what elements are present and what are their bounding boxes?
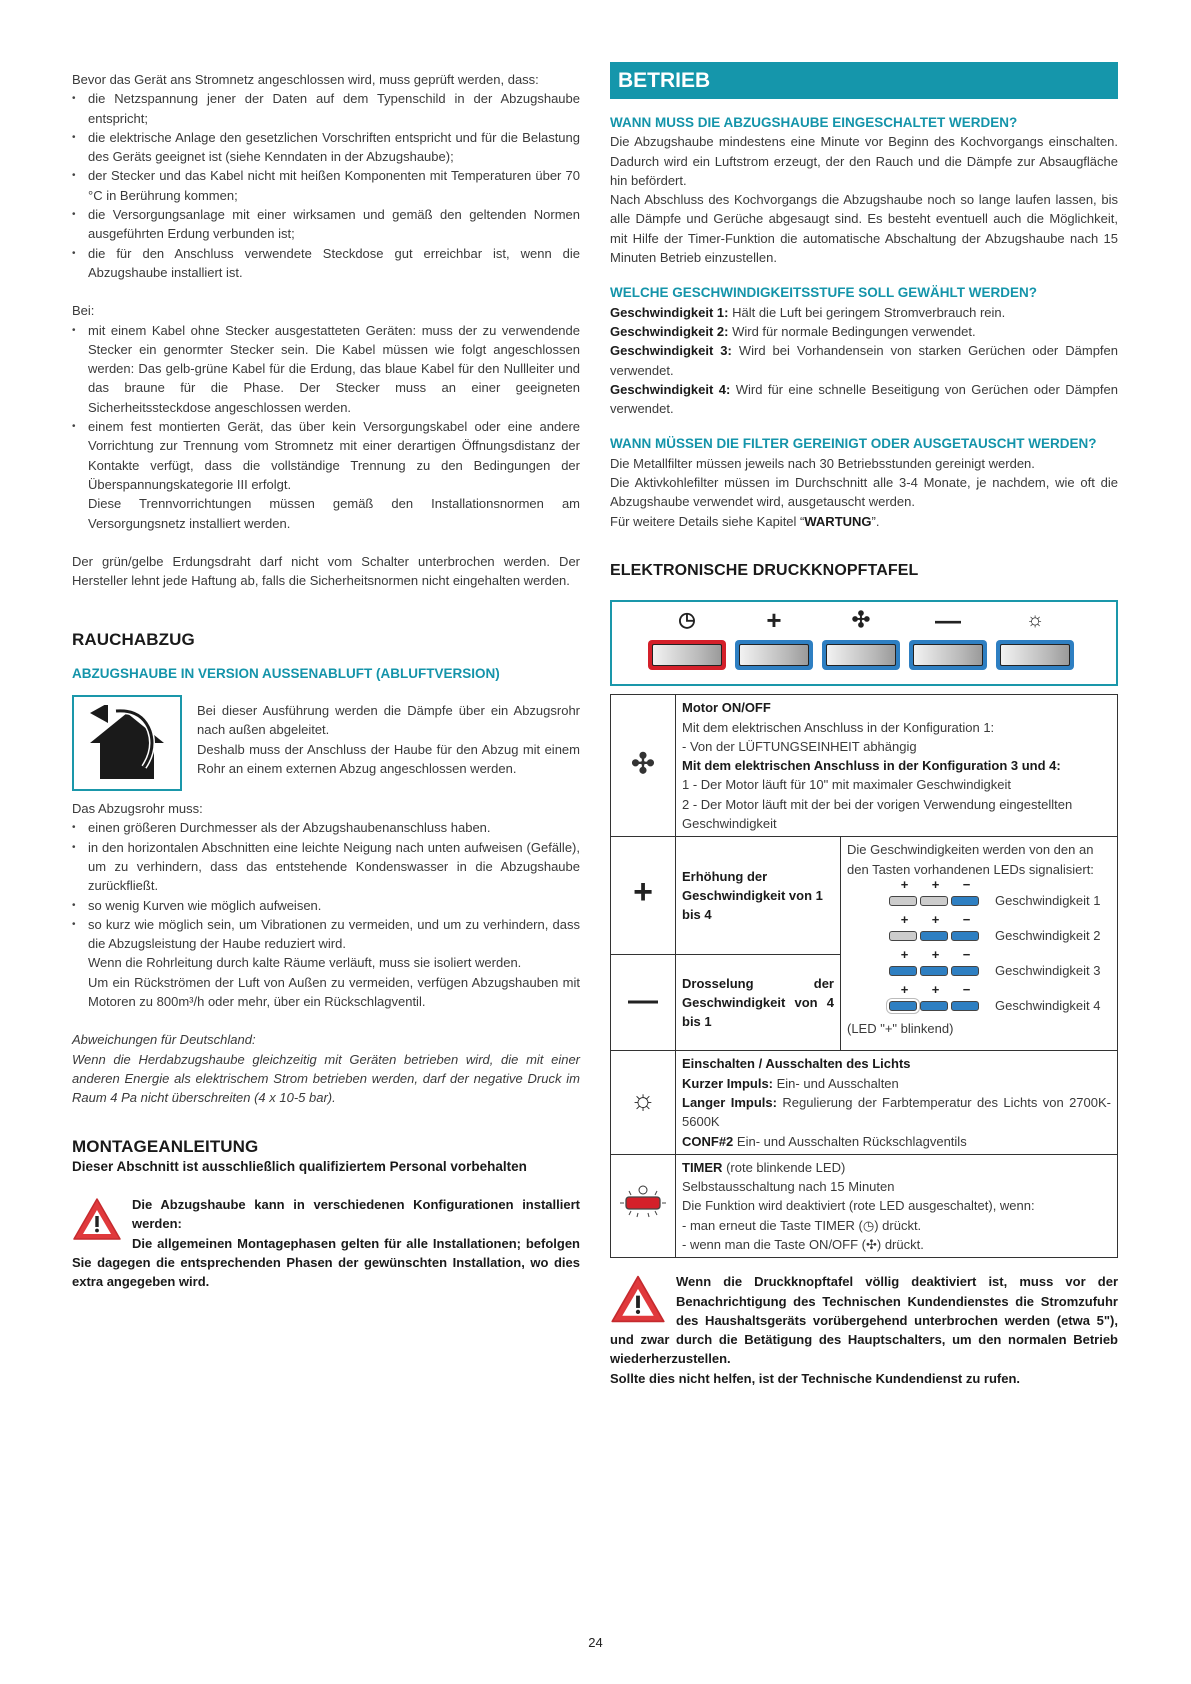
led-off <box>889 896 917 906</box>
plus-sign: + <box>900 911 909 927</box>
page-number: 24 <box>588 1635 603 1650</box>
heading-speed: WELCHE GESCHWINDIGKEITSSTUFE SOLL GEWÄHLT WERDEN? <box>610 285 1037 301</box>
bei-list <box>72 321 580 533</box>
section-title-betrieb: BETRIEB <box>610 62 1118 99</box>
plus-description: Erhöhung der Geschwindigkeit von 1 bis 4 <box>676 837 841 955</box>
led-off <box>889 931 917 941</box>
plus-icon <box>611 837 676 955</box>
led-on <box>920 966 948 976</box>
minus-icon: — <box>935 605 961 636</box>
list-item-text: so kurz wie möglich sein, um Vibrationen zu vermeiden, und um zu verhindern, dass die Abzugsleistung der Haube reduziert wird. <box>88 916 580 952</box>
montage-warning-2: Die allgemeinen Montagephasen gelten für alle Installationen; befolgen Sie dagegen die entsprechenden Phasen der gewünschten Installation, wo dies extra angegeben wird. <box>72 1235 580 1290</box>
list-item: • die für den Anschluss verwendete Steckdose gut erreichbar ist, wenn die Abzugshaube installiert ist. <box>72 244 580 283</box>
light-title: Einschalten / Ausschalten des Lichts <box>682 1056 911 1072</box>
heading-when-on: WANN MUSS DIE ABZUGSHAUBE EINGESCHALTET WERDEN? <box>610 115 1018 130</box>
timer-line: Selbstausschaltung nach 15 Minuten <box>682 1179 895 1195</box>
list-item-text: einem fest montierten Gerät, das über kein Versorgungskabel oder eine andere Vorrichtung zur Trennung vom Stromnetz mit einer derartigen Öffnungsdistanz der Kontakte verfügt, dass die vollständige Trennung zu den Bedingungen der Überspannungskategorie III erfolgt. <box>88 419 580 492</box>
plus-sign: + <box>900 946 909 962</box>
fan-glyph: ✣ <box>631 747 655 779</box>
fan-icon: ✣ <box>851 607 871 633</box>
motor-line: - Von der LÜFTUNGSEINHEIT abhängig <box>682 738 917 754</box>
speed-label: Geschwindigkeit 1: <box>610 304 729 320</box>
table-row-light <box>611 1051 1118 1154</box>
list-item: • einen größeren Durchmesser als der Abzugshaubenanschluss haben. <box>72 818 580 837</box>
conf-label: CONF#2 <box>682 1133 734 1149</box>
led-row-speed-4 <box>847 981 1113 1019</box>
minus-icon <box>611 955 676 1051</box>
section-title-rauchabzug: RAUCHABZUG <box>72 630 195 650</box>
section-title-montage: MONTAGEANLEITUNG <box>72 1137 259 1157</box>
timer-key[interactable] <box>648 640 726 670</box>
pipe-note-1: Wenn die Rohrleitung durch kalte Räume verläuft, muss sie isoliert werden. <box>88 955 522 971</box>
plus-glyph: + <box>633 873 653 912</box>
intro-text: Bevor das Gerät ans Stromnetz angeschlossen wird, muss geprüft werden, dass: <box>72 72 539 87</box>
abluft-text-1: Bei dieser Ausführung werden die Dämpfe über ein Abzugsrohr nach außen abgeleitet. <box>197 703 580 738</box>
led-label: Geschwindigkeit 2 <box>995 927 1101 943</box>
bei-label: Bei: <box>72 303 95 319</box>
speed-item <box>610 380 1118 419</box>
panel-warning-2: Sollte dies nicht helfen, ist der Technische Kundendienst zu rufen. <box>610 1370 1021 1386</box>
led-on <box>951 896 979 906</box>
plus-sign: + <box>900 981 909 997</box>
warning-icon <box>72 1197 122 1241</box>
minus-glyph: — <box>628 983 658 1017</box>
minus-description: Drosselung der Geschwindigkeit von 4 bis 1 <box>676 955 841 1051</box>
speed-item <box>610 341 1118 380</box>
montage-subtitle: Dieser Abschnitt ist ausschließlich qualifiziertem Personal vorbehalten <box>72 1158 527 1174</box>
list-item: • mit einem Kabel ohne Stecker ausgestatteten Geräten: muss der zu verwendende Stecker ein genormter Stecker sein. Die Kabel müssen wie folgt angeschlossen werden: Das gelb-grüne Kabel für die Erdung, das blaue Kabel für den Nullleiter und das braune für die Phase. Der Stecker muss an einer geeigneten Sicherheitssteckdose angeschlossen werden. <box>72 321 580 417</box>
plus-sign: + <box>931 946 940 962</box>
minus-sign: − <box>962 946 971 962</box>
table-row-motor <box>611 695 1118 837</box>
conf-text: Ein- und Ausschalten Rückschlagventils <box>733 1133 967 1149</box>
right-column <box>610 62 1118 1388</box>
list-item <box>72 417 580 533</box>
led-intro: Die Geschwindigkeiten werden von den an den Tasten vorhandenen LEDs signalisiert: <box>847 842 1094 877</box>
house-exhaust-icon <box>72 695 182 791</box>
abluft-text-2: Deshalb muss der Anschluss der Haube für den Abzug mit einem Rohr an einem externen Abzug angeschlossen werden. <box>197 741 580 776</box>
minus-sign: − <box>962 981 971 997</box>
plus-key[interactable] <box>735 640 813 670</box>
speed-text: Hält die Luft bei geringem Stromverbrauch rein. <box>728 304 1006 320</box>
light-short <box>682 1074 1111 1093</box>
list-item: • die Netzspannung jener der Daten auf dem Typenschild in der Abzugshaube entspricht; <box>72 89 580 128</box>
led-on <box>951 966 979 976</box>
timer-line: Die Funktion wird deaktiviert (rote LED ausgeschaltet), wenn: <box>682 1198 1035 1214</box>
subsection-title-abluft: ABZUGSHAUBE IN VERSION AUSSENABLUFT (ABLUFTVERSION) <box>72 665 500 681</box>
list-item: • die Versorgungsanlage mit einer wirksamen und gemäß den geltenden Normen ausgeführten Erdung verbunden ist; <box>72 205 580 244</box>
light-long <box>682 1093 1111 1132</box>
timer-title <box>682 1158 1111 1177</box>
led-off <box>920 896 948 906</box>
plus-sign: + <box>900 876 909 892</box>
montage-warning-1: Die Abzugshaube kann in verschiedenen Konfigurationen installiert werden: <box>132 1197 580 1232</box>
led-row-speed-3 <box>847 946 1113 984</box>
led-on <box>889 966 917 976</box>
led-label: Geschwindigkeit 4 <box>995 997 1101 1013</box>
ground-note: Der grün/gelbe Erdungsdraht darf nicht vom Schalter unterbrochen werden. Der Hersteller lehnt jede Haftung ab, falls die Sicherheitsnormen nicht eingehalten werden. <box>72 553 580 589</box>
table-row-plus <box>611 837 1118 955</box>
plus-sign: + <box>931 876 940 892</box>
clock-icon: ◷ <box>678 609 696 632</box>
motor-line-bold: Mit dem elektrischen Anschluss in der Konfiguration 3 und 4: <box>682 758 1061 774</box>
minus-key[interactable] <box>909 640 987 670</box>
led-label: Geschwindigkeit 1 <box>995 892 1101 908</box>
panel-warning <box>610 1272 1118 1388</box>
short-label: Kurzer Impuls: <box>682 1075 774 1091</box>
minus-sign: − <box>962 876 971 892</box>
plus-sign: + <box>931 911 940 927</box>
long-text: Regulierung der Farbtemperatur des Lichts von 2700K-5600K <box>682 1094 1111 1130</box>
heading-filters: WANN MÜSSEN DIE FILTER GEREINIGT ODER AUSGETAUSCHT WERDEN? <box>610 436 1097 452</box>
when-on-p2: Nach Abschluss des Kochvorgangs die Abzugshaube noch so lange laufen lassen, bis alle Dämpfe und Gerüche abgesaugt sind. Es besteht eventuell auch die Möglichkeit, mit Hilfe der Timer-Funktion die automatische Abschaltung der Abzugshaube nach 15 Minuten Betrieb einzustellen. <box>610 192 1118 266</box>
warning-icon <box>610 1274 666 1324</box>
led-on <box>951 931 979 941</box>
speed-item <box>610 303 1118 322</box>
filters-p2: Die Aktivkohlefilter müssen im Durchschnitt alle 3-4 Monate, je nachdem, wie oft die Abzugshaube verwendet wird, ausgetauscht werden. <box>610 475 1118 510</box>
germany-title: Abweichungen für Deutschland: <box>72 1032 256 1048</box>
table-row-timer <box>611 1154 1118 1257</box>
speed-text: Wird für normale Bedingungen verwendet. <box>728 323 976 339</box>
timer-line: - wenn man die Taste ON/OFF (✣) drückt. <box>682 1236 924 1252</box>
light-bulb-icon <box>611 1051 676 1154</box>
wartung-reference: WARTUNG <box>804 513 872 529</box>
minus-sign: − <box>962 911 971 927</box>
led-label: Geschwindigkeit 3 <box>995 962 1101 978</box>
light-conf <box>682 1132 1111 1151</box>
speed-label: Geschwindigkeit 2: <box>610 323 729 339</box>
when-on-p1: Die Abzugshaube mindestens eine Minute vor Beginn des Kochvorgangs einschalten. Dadurch wird ein Luftstrom erzeugt, der den Rauch und die Dämpfe zur Absaugfläche hin befördert. <box>610 134 1118 188</box>
fan-key[interactable] <box>822 640 900 670</box>
light-key[interactable] <box>996 640 1074 670</box>
timer-line: - man erneut die Taste TIMER (◷) drückt. <box>682 1217 922 1233</box>
motor-line: 2 - Der Motor läuft mit der bei der vorigen Verwendung eingestellten Geschwindigkeit <box>682 796 1073 832</box>
motor-line: 1 - Der Motor läuft für 10" mit maximaler Geschwindigkeit <box>682 777 1011 793</box>
led-note: (LED "+" blinkend) <box>847 1020 954 1036</box>
pipe-note-2: Um ein Rückströmen der Luft von Außen zu vermeiden, verfügen Abzugshauben mit Motoren zu 800m³/h oder mehr, über ein Rückschlagventil. <box>88 974 580 1009</box>
speed-text: Wird bei Vorhandensein von starken Gerüchen oder Dämpfen verwendet. <box>610 343 1118 378</box>
timer-label: TIMER <box>682 1159 723 1175</box>
led-on <box>920 1001 948 1011</box>
speed-item <box>610 322 1118 341</box>
timer-note: (rote blinkende LED) <box>722 1159 846 1175</box>
heading-panel: ELEKTRONISCHE DRUCKKNOPFTAFEL <box>610 561 919 579</box>
plus-icon: + <box>766 605 782 636</box>
control-panel <box>610 600 1118 686</box>
filters-p3-pre: Für weitere Details siehe Kapitel “ <box>610 513 805 529</box>
list-item <box>72 915 580 1011</box>
light-bulb-icon: ☼ <box>1025 609 1045 632</box>
led-on <box>951 1001 979 1011</box>
fan-icon <box>611 695 676 837</box>
led-row-speed-2 <box>847 911 1113 949</box>
long-label: Langer Impuls: <box>682 1094 777 1110</box>
light-glyph: ☼ <box>630 1084 656 1116</box>
pipe-list <box>72 818 580 1011</box>
motor-title: Motor ON/OFF <box>682 700 771 716</box>
left-column <box>72 70 580 1292</box>
timer-led-icon <box>611 1154 676 1257</box>
germany-text: Wenn die Herdabzugshaube gleichzeitig mit Geräten betrieben wird, die mit einer anderen Energie als elektrischem Strom betrieben werden, darf der negative Druck im Raum 4 Pa nicht überschreiten (4 x 10-5 bar). <box>72 1051 580 1106</box>
bei-note: Diese Trennvorrichtungen müssen gemäß den Installationsnormen am Versorgungsnetz installiert werden. <box>88 496 580 531</box>
speed-label: Geschwindigkeit 4: <box>610 381 731 397</box>
speed-label: Geschwindigkeit 3: <box>610 343 732 359</box>
filters-p1: Die Metallfilter müssen jeweils nach 30 Betriebsstunden gereinigt werden. <box>610 455 1035 471</box>
plus-sign: + <box>931 981 940 997</box>
list-item: • in den horizontalen Abschnitten eine leichte Neigung nach unten aufweisen (Gefälle), um zu verhindern, dass das entstehende Kondenswasser in die Abzugshaube zurückfließt. <box>72 838 580 896</box>
pipe-intro: Das Abzugsrohr muss: <box>72 801 203 817</box>
speed-text: Wird für eine schnelle Beseitigung von Gerüchen oder Dämpfen verwendet. <box>610 381 1118 417</box>
motor-line: Mit dem elektrischen Anschluss in der Konfiguration 1: <box>682 719 995 735</box>
list-item: • die elektrische Anlage den gesetzlichen Vorschriften entspricht und für die Belastung des Geräts geeignet ist (siehe Kenndaten in der Abzugshaube); <box>72 128 580 167</box>
led-on <box>920 931 948 941</box>
functions-table <box>610 694 1118 1258</box>
filters-p3 <box>610 512 1118 531</box>
check-list <box>72 89 580 282</box>
abluft-block <box>72 695 580 791</box>
led-legend <box>841 837 1118 1051</box>
list-item: • der Stecker und das Kabel nicht mit heißen Komponenten mit Temperaturen über 70 °C in Berührung kommen; <box>72 166 580 205</box>
led-blinking <box>889 1001 917 1011</box>
montage-warning <box>72 1195 580 1291</box>
short-text: Ein- und Ausschalten <box>773 1075 899 1091</box>
led-row-speed-1 <box>847 876 1113 914</box>
list-item: • so wenig Kurven wie möglich aufweisen. <box>72 896 580 915</box>
filters-p3-post: ”. <box>871 513 880 529</box>
panel-warning-1: Wenn die Druckknopftafel völlig deaktiviert ist, muss vor der Benachrichtigung des Technischen Kundendienstes die Stromzufuhr des Haushaltsgeräts vorübergehend unterbrochen werden (etwa 5"), und zwar durch die Betätigung des Hauptschalters, um den normalen Betrieb wiederherzustellen. <box>610 1274 1118 1367</box>
